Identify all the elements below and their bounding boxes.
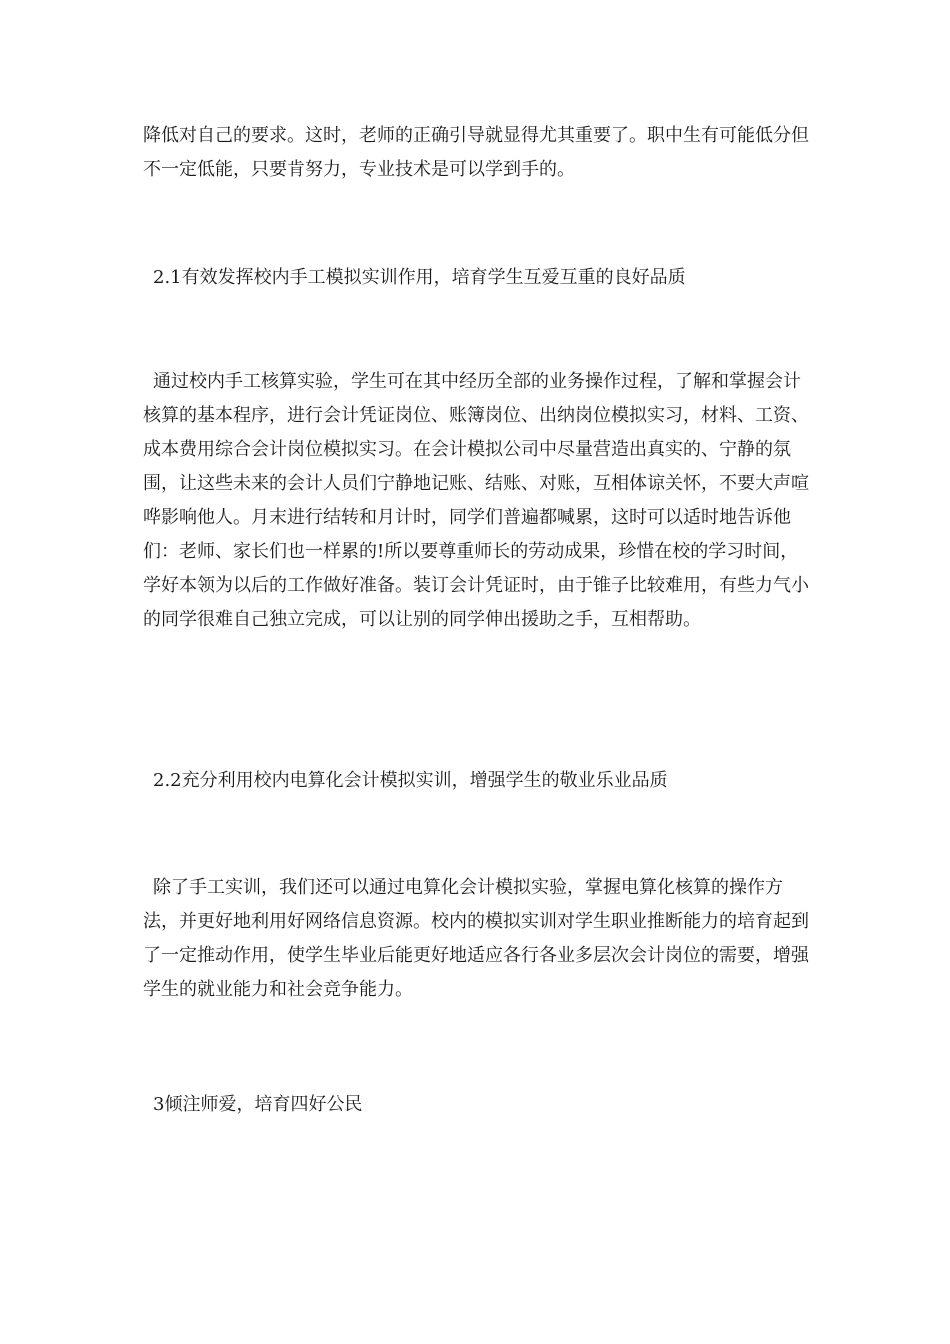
section-heading-2-2: 2.2充分利用校内电算化会计模拟实训，增强学生的敬业乐业品质 xyxy=(153,770,668,791)
paragraph-continued: 降低对自己的要求。这时，老师的正确引导就显得尤其重要了。职中生有可能低分但不一定低能，只要肯努力，专业技术是可以学到手的。 xyxy=(143,125,809,180)
section-heading-3: 3倾注师爱，培育四好公民 xyxy=(153,1094,363,1115)
paragraph-2-1: 通过校内手工核算实验，学生可在其中经历全部的业务操作过程，了解和掌握会计核算的基本程序，进行会计凭证岗位、账簿岗位、出纳岗位模拟实习，材料、工资、成本费用综合会计岗位模拟实习。在会计模拟公司中尽量营造出真实的、宁静的氛围，让这些未来的会计人员们宁静地记账、结账、对账，互相体谅关怀，不要大声喧哗影响他人。月末进行结转和月计时，同学们普遍都喊累，这时可以适时地告诉他们：老师、家长们也一样累的!所以要尊重师长的劳动成果，珍惜在校的学习时间，学好本领为以后的工作做好准备。装订会计凭证时，由于锥子比较难用，有些力气小的同学很难自己独立完成，可以让别的同学伸出援助之手，互相帮助。 xyxy=(143,371,809,630)
section-heading-2-1: 2.1有效发挥校内手工模拟实训作用，培育学生互爱互重的良好品质 xyxy=(153,267,686,288)
paragraph-2-2: 除了手工实训，我们还可以通过电算化会计模拟实验，掌握电算化核算的操作方法，并更好地利用好网络信息资源。校内的模拟实训对学生职业推断能力的培育起到了一定推动作用，使学生毕业后能更好地适应各行各业多层次会计岗位的需要，增强学生的就业能力和社会竞争能力。 xyxy=(143,877,809,1000)
